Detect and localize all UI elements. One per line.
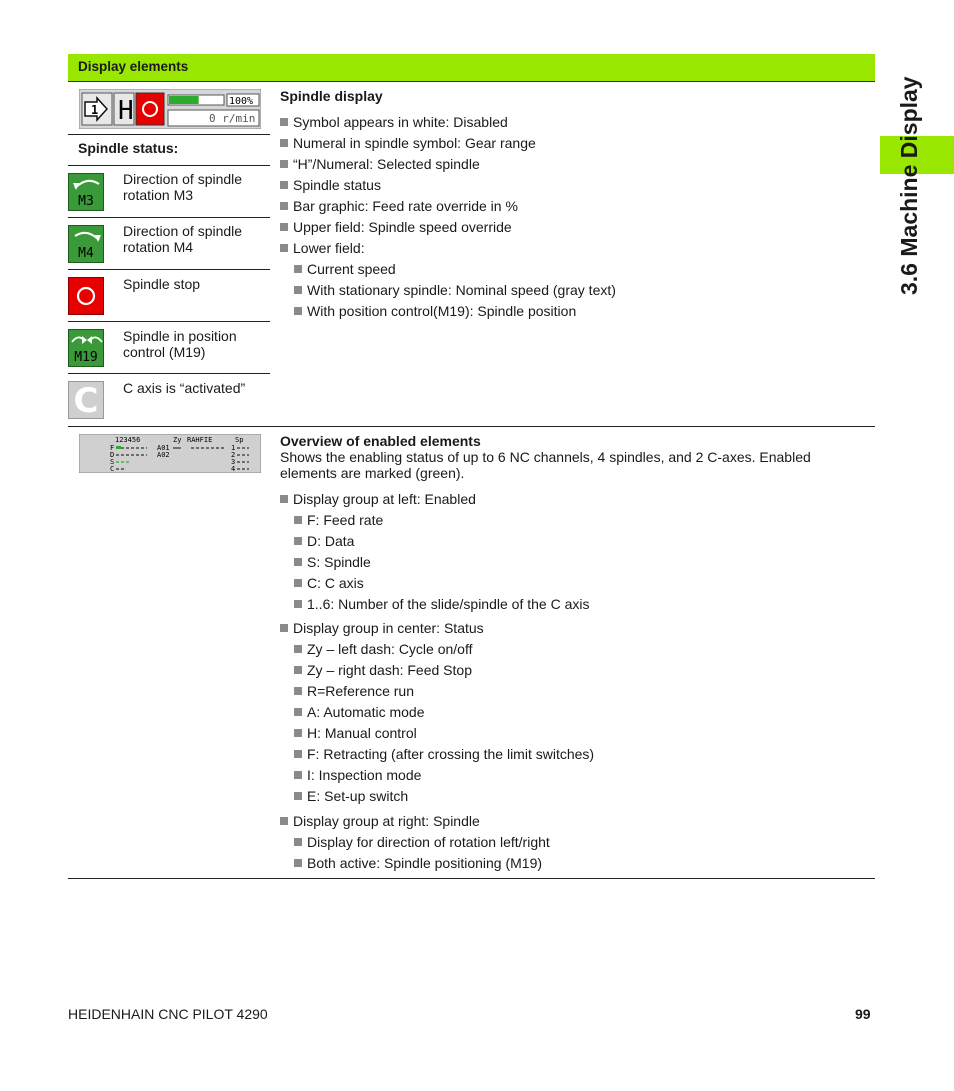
selected-spindle-label: H: [118, 96, 134, 126]
list-sub-item: 1..6: Number of the slide/spindle of the C axis: [280, 596, 589, 617]
overview-top-digits: 123456: [115, 436, 141, 444]
overview-mid-a: A01: [157, 444, 170, 452]
list-sub-item: I: Inspection mode: [280, 767, 594, 788]
section-divider: [68, 878, 875, 879]
overview-group-left: [280, 491, 589, 617]
overview-mid-b: A02: [157, 451, 170, 459]
m4-rotation-icon: [68, 225, 104, 263]
overview-row-label: C: [110, 465, 115, 473]
spindle-display-heading: Spindle display: [280, 88, 383, 104]
overview-right-num: 2: [231, 451, 236, 459]
list-item: Display group in center: Status: [280, 620, 594, 641]
m4-icon-label: M4: [78, 246, 94, 261]
list-sub-item: C: C axis: [280, 575, 589, 596]
list-sub-item: E: Set-up switch: [280, 788, 594, 809]
overview-row-label: F: [110, 444, 115, 452]
divider: [68, 373, 270, 374]
list-item: Display group at left: Enabled: [280, 491, 589, 512]
override-bar-fill: [169, 96, 199, 104]
overview-row-label: S: [110, 458, 115, 466]
overview-sp: Sp: [235, 436, 244, 444]
override-value: 100%: [229, 96, 254, 107]
list-item: Lower field:: [280, 240, 616, 261]
list-sub-item: R=Reference run: [280, 683, 594, 704]
status-text-m19: Spindle in position control (M19): [123, 328, 237, 360]
section-header: [68, 54, 875, 82]
spindle-stop-icon: [68, 277, 104, 315]
list-sub-item: F: Retracting (after crossing the limit switches): [280, 746, 594, 767]
spindle-display-list: [280, 114, 616, 324]
list-sub-item: Zy – right dash: Feed Stop: [280, 662, 594, 683]
overview-panel: [79, 434, 261, 473]
overview-zy: Zy: [173, 436, 182, 444]
list-item: “H”/Numeral: Selected spindle: [280, 156, 616, 177]
speed-value: 0 r/min: [209, 112, 256, 125]
page-number: 99: [855, 1006, 871, 1022]
divider: [68, 321, 270, 322]
m19-position-icon: [68, 329, 104, 367]
section-divider: [68, 426, 875, 427]
overview-right-num: 4: [231, 465, 236, 473]
gear-numeral: 1: [91, 103, 99, 117]
c-axis-icon-label: C: [73, 381, 99, 421]
list-sub-item: Display for direction of rotation left/right: [280, 834, 550, 855]
section-header-title: Display elements: [78, 59, 189, 74]
m3-rotation-icon: [68, 173, 104, 211]
list-sub-item: With stationary spindle: Nominal speed (gray text): [280, 282, 616, 303]
list-item: Numeral in spindle symbol: Gear range: [280, 135, 616, 156]
divider: [68, 269, 270, 270]
chapter-title: 3.6 Machine Display: [896, 76, 922, 295]
list-sub-item: F: Feed rate: [280, 512, 589, 533]
overview-status-letters: RAHFIE: [187, 436, 213, 444]
c-axis-icon: [68, 381, 104, 419]
divider: [68, 165, 270, 166]
list-sub-item: H: Manual control: [280, 725, 594, 746]
overview-group-center: [280, 620, 594, 809]
divider: [68, 217, 270, 218]
status-text-c-axis: C axis is “activated”: [123, 380, 246, 396]
list-item: Display group at right: Spindle: [280, 813, 550, 834]
status-text-m3: Direction of spindle rotation M3: [123, 171, 243, 203]
list-item: Spindle status: [280, 177, 616, 198]
spindle-display-graphic: [79, 89, 261, 129]
status-text-m4: Direction of spindle rotation M4: [123, 223, 243, 255]
list-sub-item: S: Spindle: [280, 554, 589, 575]
spindle-status-heading: Spindle status:: [78, 140, 179, 156]
list-sub-item: Both active: Spindle positioning (M19): [280, 855, 550, 876]
divider: [68, 134, 270, 135]
overview-heading: Overview of enabled elements: [280, 433, 481, 449]
overview-right-num: 3: [231, 458, 236, 466]
m19-icon-label: M19: [74, 350, 98, 365]
list-sub-item: Current speed: [280, 261, 616, 282]
list-sub-item: D: Data: [280, 533, 589, 554]
list-item: Bar graphic: Feed rate override in %: [280, 198, 616, 219]
list-sub-item: A: Automatic mode: [280, 704, 594, 725]
status-text-stop: Spindle stop: [123, 276, 201, 292]
overview-right-num: 1: [231, 444, 236, 452]
list-sub-item: With position control(M19): Spindle position: [280, 303, 616, 324]
overview-row-label: D: [110, 451, 115, 459]
m3-icon-label: M3: [78, 194, 94, 209]
list-item: Upper field: Spindle speed override: [280, 219, 616, 240]
spindle-display-panel: [79, 89, 261, 129]
list-item: Symbol appears in white: Disabled: [280, 114, 616, 135]
list-sub-item: Zy – left dash: Cycle on/off: [280, 641, 594, 662]
overview-description: Shows the enabling status of up to 6 NC channels, 4 spindles, and 2 C-axes. Enabled elements are marked (green).: [280, 449, 811, 481]
footer-product: HEIDENHAIN CNC PILOT 4290: [68, 1006, 268, 1022]
overview-group-right: [280, 813, 550, 876]
